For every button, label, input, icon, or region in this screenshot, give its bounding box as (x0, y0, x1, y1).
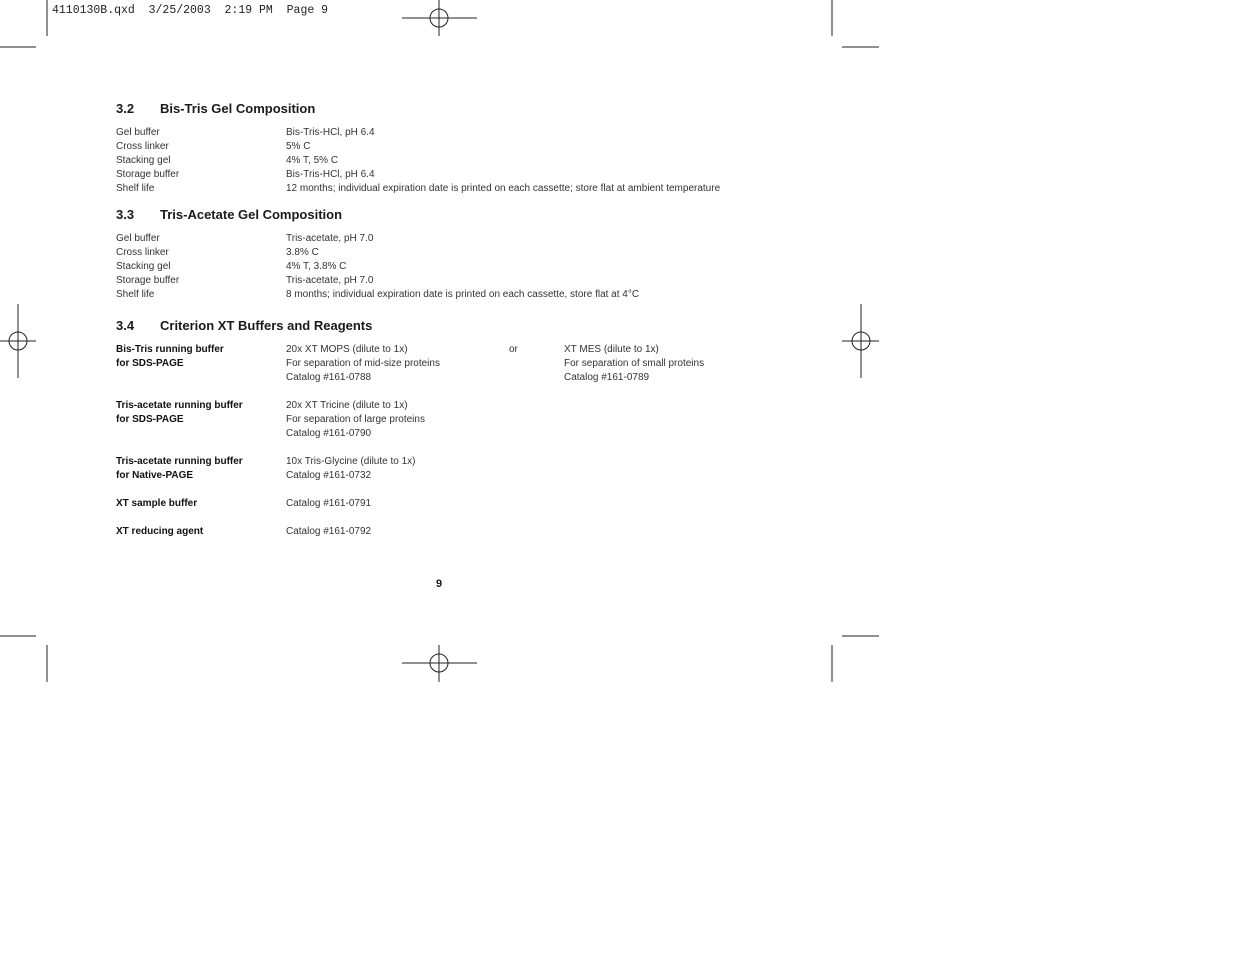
spec-value: 5% C (286, 141, 311, 152)
reagent-label: XT sample buffer (116, 498, 198, 509)
reagent-value: 10x Tris-Glycine (dilute to 1x) (286, 456, 416, 467)
reagent-value: 20x XT Tricine (dilute to 1x) (286, 400, 408, 411)
reagent-value: XT MES (dilute to 1x) (564, 344, 659, 355)
reagent-label: XT reducing agent (116, 526, 204, 537)
section-number: 3.4 (116, 318, 135, 333)
reagent-value: 20x XT MOPS (dilute to 1x) (286, 344, 408, 355)
reagent-label: Tris-acetate running buffer (116, 456, 243, 467)
spec-label: Storage buffer (116, 169, 180, 180)
section-heading-3-3 (116, 207, 342, 222)
spec-value: 3.8% C (286, 247, 319, 258)
reagent-value: For separation of small proteins (564, 358, 705, 369)
section-number: 3.2 (116, 101, 135, 116)
file-slug: 4110130B.qxd 3/25/2003 2:19 PM Page 9 (52, 4, 329, 17)
spec-value: 12 months; individual expiration date is printed on each cassette; store flat at ambient temperature (286, 183, 721, 194)
reagent-value: Catalog #161-0732 (286, 470, 372, 481)
reagent-label: for Native-PAGE (116, 470, 194, 481)
reagent-value: For separation of large proteins (286, 414, 425, 425)
spec-label: Cross linker (116, 141, 169, 152)
spec-label: Cross linker (116, 247, 169, 258)
spec-value: 8 months; individual expiration date is printed on each cassette, store flat at 4°C (286, 289, 640, 300)
section-title: Criterion XT Buffers and Reagents (160, 318, 373, 333)
spec-value: 4% T, 5% C (286, 155, 339, 166)
section-title: Bis-Tris Gel Composition (160, 101, 316, 116)
reagent-value: For separation of mid-size proteins (286, 358, 440, 369)
spec-label: Shelf life (116, 183, 155, 194)
reagent-value: Catalog #161-0791 (286, 498, 372, 509)
section-number: 3.3 (116, 207, 135, 222)
spec-label: Shelf life (116, 289, 155, 300)
section-heading-3-4 (116, 318, 372, 333)
spec-label: Stacking gel (116, 155, 171, 166)
spec-label: Gel buffer (116, 233, 160, 244)
reagent-label: Tris-acetate running buffer (116, 400, 243, 411)
reagent-label: Bis-Tris running buffer (116, 344, 224, 355)
page-number: 9 (436, 578, 443, 590)
spec-label: Stacking gel (116, 261, 171, 272)
spec-value: Tris-acetate, pH 7.0 (286, 233, 374, 244)
reagent-value: Catalog #161-0789 (564, 372, 650, 383)
reagent-label: for SDS-PAGE (116, 358, 184, 369)
reagent-label: for SDS-PAGE (116, 414, 184, 425)
or-connector: or (509, 344, 518, 355)
spec-value: Tris-acetate, pH 7.0 (286, 275, 374, 286)
spec-value: Bis-Tris-HCl, pH 6.4 (286, 169, 375, 180)
spec-label: Storage buffer (116, 275, 180, 286)
reagent-value: Catalog #161-0792 (286, 526, 372, 537)
reagent-value: Catalog #161-0788 (286, 372, 372, 383)
spec-value: Bis-Tris-HCl, pH 6.4 (286, 127, 375, 138)
reagent-value: Catalog #161-0790 (286, 428, 372, 439)
spec-value: 4% T, 3.8% C (286, 261, 347, 272)
spec-label: Gel buffer (116, 127, 160, 138)
section-title: Tris-Acetate Gel Composition (160, 207, 343, 222)
section-heading-3-2 (116, 101, 315, 116)
